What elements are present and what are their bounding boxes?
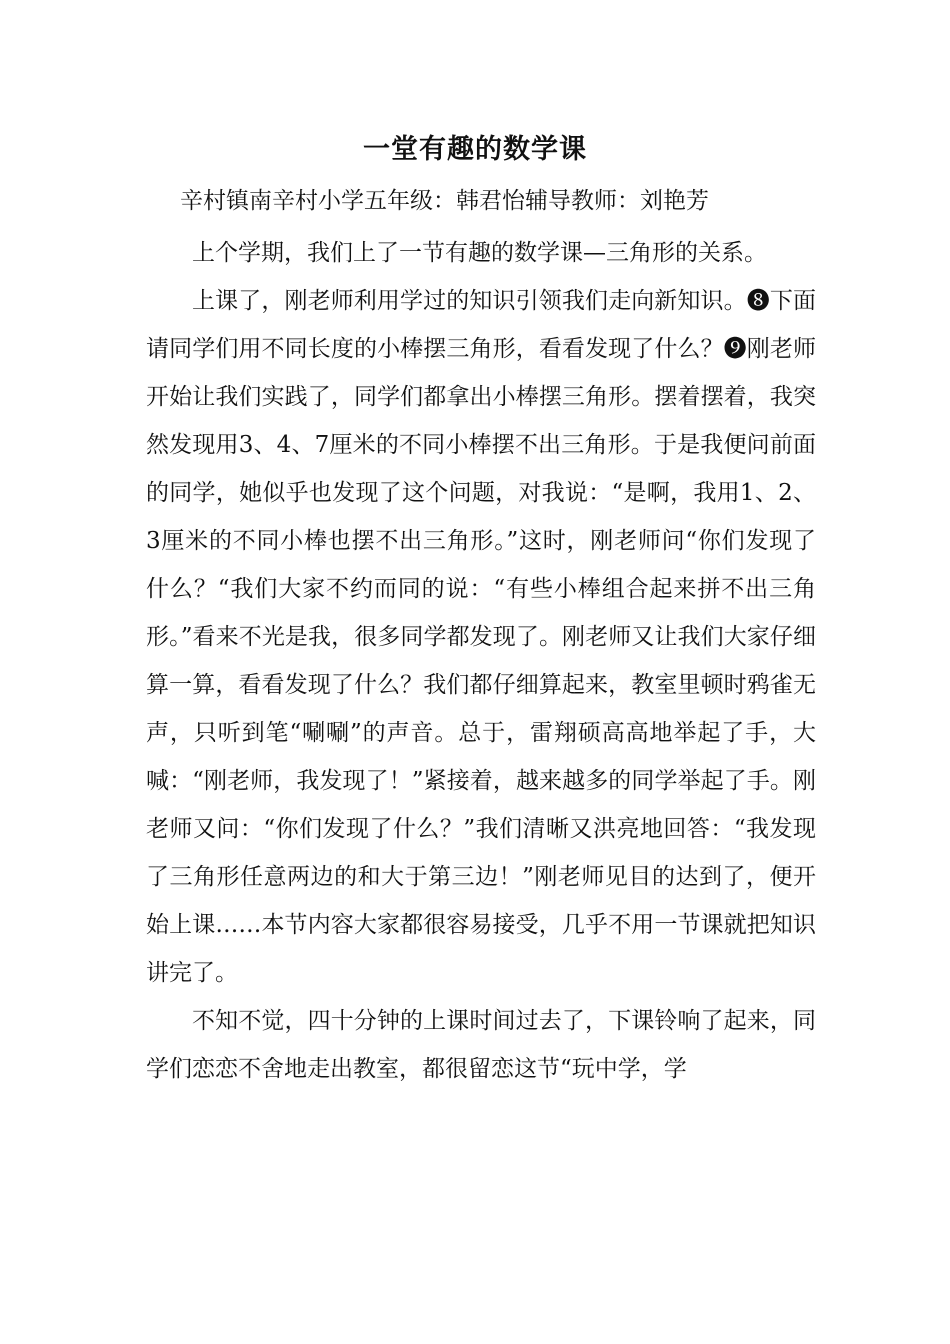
paragraph-lesson: 上课了，刚老师利用学过的知识引领我们走向新知识。❽下面请同学们用不同长度的小棒摆三角形，看看发现了什么？❾刚老师开始让我们实践了，同学们都拿出小棒摆三角形。摆着摆着，我突然发现用3、4、7厘米的不同小棒摆不出三角形。于是我便问前面的同学，她似乎也发现了这个问题，对我说：“是啊，我用1、2、3厘米的不同小棒也摆不出三角形。”这时，刚老师问“你们发现了什么？“我们大家不约而同的说：“有些小棒组合起来拼不出三角形。”看来不光是我，很多同学都发现了。刚老师又让我们大家仔细算一算，看看发现了什么？我们都仔细算起来，教室里顿时鸦雀无声，只听到笔“唰唰”的声音。总于，雷翔硕高高地举起了手，大喊：“刚老师，我发现了！”紧接着，越来越多的同学举起了手。刚老师又问：“你们发现了什么？”我们清晰又洪亮地回答：“我发现了三角形任意两边的和大于第三边！”刚老师见目的达到了，便开始上课……本节内容大家都很容易接受，几乎不用一节课就把知识讲完了。 — [146, 288, 816, 986]
document-body — [146, 229, 816, 1093]
document-title: 一堂有趣的数学课 — [363, 134, 587, 165]
paragraph-ending: 不知不觉，四十分钟的上课时间过去了，下课铃响了起来，同学们恋恋不舍地走出教室，都很留恋这节“玩中学，学 — [146, 1008, 816, 1082]
author-byline: 辛村镇南辛村小学五年级：韩君怡辅导教师：刘艳芳 — [180, 188, 709, 214]
paragraph-intro: 上个学期，我们上了一节有趣的数学课—三角形的关系。 — [192, 240, 767, 266]
